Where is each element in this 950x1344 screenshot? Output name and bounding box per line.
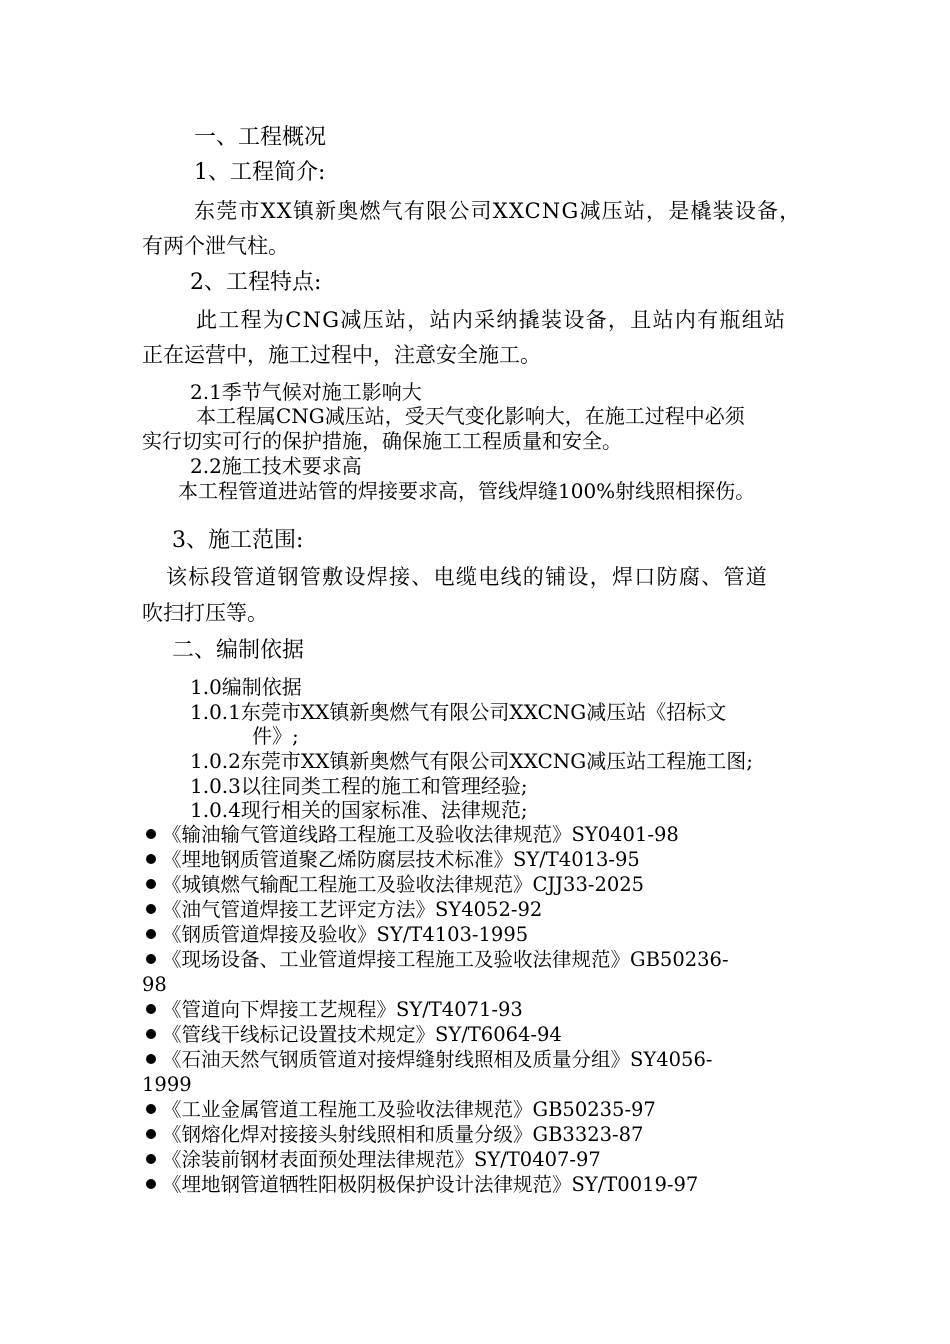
standard-text: 《涂装前钢材表面预处理法律规范》SY/T0407-97	[162, 1148, 601, 1171]
basis-item: 1.0.2东莞市XX镇新奥燃气有限公司XXCNG减压站工程施工图;	[190, 749, 754, 773]
basis-item: 1.0.3以往同类工程的施工和管理经验;	[190, 774, 528, 798]
standard-item	[146, 1050, 712, 1070]
standard-item	[146, 1000, 523, 1020]
basis-item: 1.0编制依据	[190, 675, 302, 699]
bullet-icon	[146, 1054, 156, 1064]
standard-item	[146, 1125, 643, 1145]
bullet-icon	[146, 1129, 156, 1139]
bullet-icon	[146, 1004, 156, 1014]
standard-text: 《管线干线标记设置技术规定》SY/T6064-94	[162, 1023, 562, 1046]
bullet-icon	[146, 1179, 156, 1189]
standard-text: 《输油输气管道线路工程施工及验收法律规范》SY0401-98	[162, 823, 679, 846]
subheading-project-intro: 1、工程简介:	[194, 160, 326, 185]
standard-text: 《埋地钢质管道聚乙烯防腐层技术标准》SY/T4013-95	[162, 848, 640, 871]
bullet-icon	[146, 1154, 156, 1164]
basis-item: 1.0.1东莞市XX镇新奥燃气有限公司XXCNG减压站《招标文	[190, 700, 727, 724]
bullet-icon	[146, 829, 156, 839]
standard-item	[146, 950, 729, 970]
bullet-icon	[146, 1029, 156, 1039]
subheading-project-features: 2、工程特点:	[190, 270, 322, 295]
bullet-icon	[146, 929, 156, 939]
basis-item: 1.0.4现行相关的国家标准、法律规范;	[190, 798, 528, 822]
bullet-icon	[146, 904, 156, 914]
standard-item	[146, 825, 679, 845]
subheading-technical: 2.2施工技术要求高	[190, 454, 362, 478]
standard-item	[146, 1150, 601, 1170]
basis-item-continuation: 件》;	[252, 724, 299, 748]
subheading-climate: 2.1季节气候对施工影响大	[190, 380, 422, 404]
paragraph-line: 有两个泄气柱。	[142, 234, 289, 258]
paragraph-line: 实行切实可行的保护措施，确保施工工程质量和安全。	[142, 429, 622, 453]
paragraph-line: 本工程属CNG减压站，受天气变化影响大，在施工过程中必须	[196, 404, 745, 428]
subheading-scope: 3、施工范围:	[172, 528, 304, 553]
standard-text: 《埋地钢管道牺牲阳极阴极保护设计法律规范》SY/T0019-97	[162, 1173, 699, 1196]
standard-item	[146, 875, 644, 895]
standard-text: 《管道向下焊接工艺规程》SY/T4071-93	[162, 998, 523, 1021]
standard-item	[146, 900, 542, 920]
standard-text: 《油气管道焊接工艺评定方法》SY4052-92	[162, 898, 543, 921]
standard-item-continuation: 98	[142, 973, 167, 996]
section-heading-overview: 一、工程概况	[194, 125, 327, 150]
paragraph-line: 本工程管道进站管的焊接要求高，管线焊缝100%射线照相探伤。	[178, 479, 756, 503]
bullet-icon	[146, 854, 156, 864]
standard-item	[146, 850, 640, 870]
standard-item	[146, 1175, 698, 1195]
standard-text: 《城镇燃气输配工程施工及验收法律规范》CJJ33-2025	[162, 873, 645, 896]
bullet-icon	[146, 1104, 156, 1114]
standard-text: 《现场设备、工业管道焊接工程施工及验收法律规范》GB50236-	[162, 948, 729, 971]
standard-text: 《钢熔化焊对接接头射线照相和质量分级》GB3323-87	[162, 1123, 644, 1146]
standard-item	[146, 1025, 562, 1045]
standard-text: 《工业金属管道工程施工及验收法律规范》GB50235-97	[162, 1098, 656, 1121]
paragraph-line: 该标段管道钢管敷设焊接、电缆电线的铺设，焊口防腐、管道	[166, 565, 769, 589]
paragraph-line: 吹扫打压等。	[142, 601, 268, 625]
bullet-icon	[146, 879, 156, 889]
paragraph-line: 东莞市XX镇新奥燃气有限公司XXCNG减压站，是橇装设备，	[194, 199, 802, 223]
standard-text: 《钢质管道焊接及验收》SY/T4103-1995	[162, 923, 529, 946]
paragraph-line: 正在运营中，施工过程中，注意安全施工。	[142, 343, 541, 367]
standard-item	[146, 925, 528, 945]
bullet-icon	[146, 954, 156, 964]
standard-item-continuation: 1999	[142, 1073, 192, 1096]
section-heading-basis: 二、编制依据	[172, 638, 305, 663]
standard-item	[146, 1100, 656, 1120]
standard-text: 《石油天然气钢质管道对接焊缝射线照相及质量分组》SY4056-	[162, 1048, 713, 1071]
paragraph-line: 此工程为CNG减压站，站内采纳撬装设备，且站内有瓶组站	[196, 308, 787, 332]
